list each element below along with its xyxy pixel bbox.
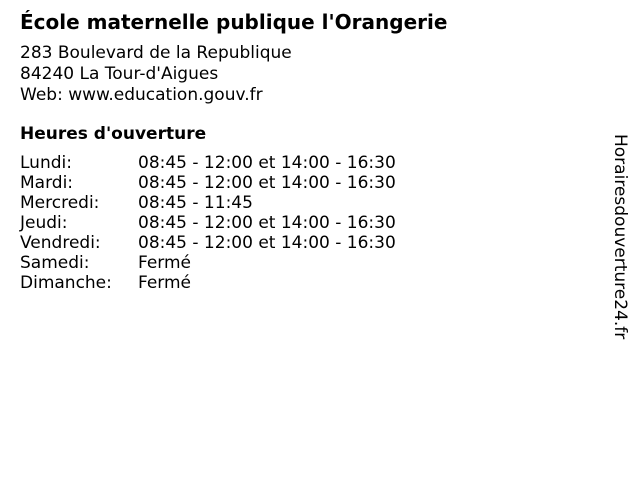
day-label: Mardi: (20, 173, 74, 193)
hours-value: 08:45 - 12:00 et 14:00 - 16:30 (138, 173, 396, 193)
hours-value: Fermé (138, 273, 192, 293)
hours-value: 08:45 - 11:45 (138, 193, 253, 213)
page-title: École maternelle publique l'Orangerie (20, 10, 448, 34)
hours-value: 08:45 - 12:00 et 14:00 - 16:30 (138, 233, 396, 253)
day-label: Lundi: (20, 153, 72, 173)
day-label: Vendredi: (20, 233, 101, 253)
day-label: Dimanche: (20, 273, 112, 293)
address-street: 283 Boulevard de la Republique (20, 43, 292, 63)
day-label: Jeudi: (20, 213, 68, 233)
hours-table (20, 153, 396, 293)
hours-row-thursday (20, 213, 396, 233)
hours-value: 08:45 - 12:00 et 14:00 - 16:30 (138, 153, 396, 173)
site-watermark: Horairesdouverture24.fr (610, 134, 630, 340)
day-label: Samedi: (20, 253, 90, 273)
hours-row-monday (20, 153, 396, 173)
hours-row-sunday (20, 273, 396, 293)
hours-row-saturday (20, 253, 396, 273)
hours-row-tuesday (20, 173, 396, 193)
address-city: 84240 La Tour-d'Aigues (20, 64, 219, 84)
hours-heading: Heures d'ouverture (20, 124, 207, 144)
hours-value: Fermé (138, 253, 192, 273)
hours-row-wednesday (20, 193, 396, 213)
address-web: Web: www.education.gouv.fr (20, 85, 263, 105)
hours-row-friday (20, 233, 396, 253)
address-block (20, 43, 292, 106)
hours-value: 08:45 - 12:00 et 14:00 - 16:30 (138, 213, 396, 233)
day-label: Mercredi: (20, 193, 100, 213)
